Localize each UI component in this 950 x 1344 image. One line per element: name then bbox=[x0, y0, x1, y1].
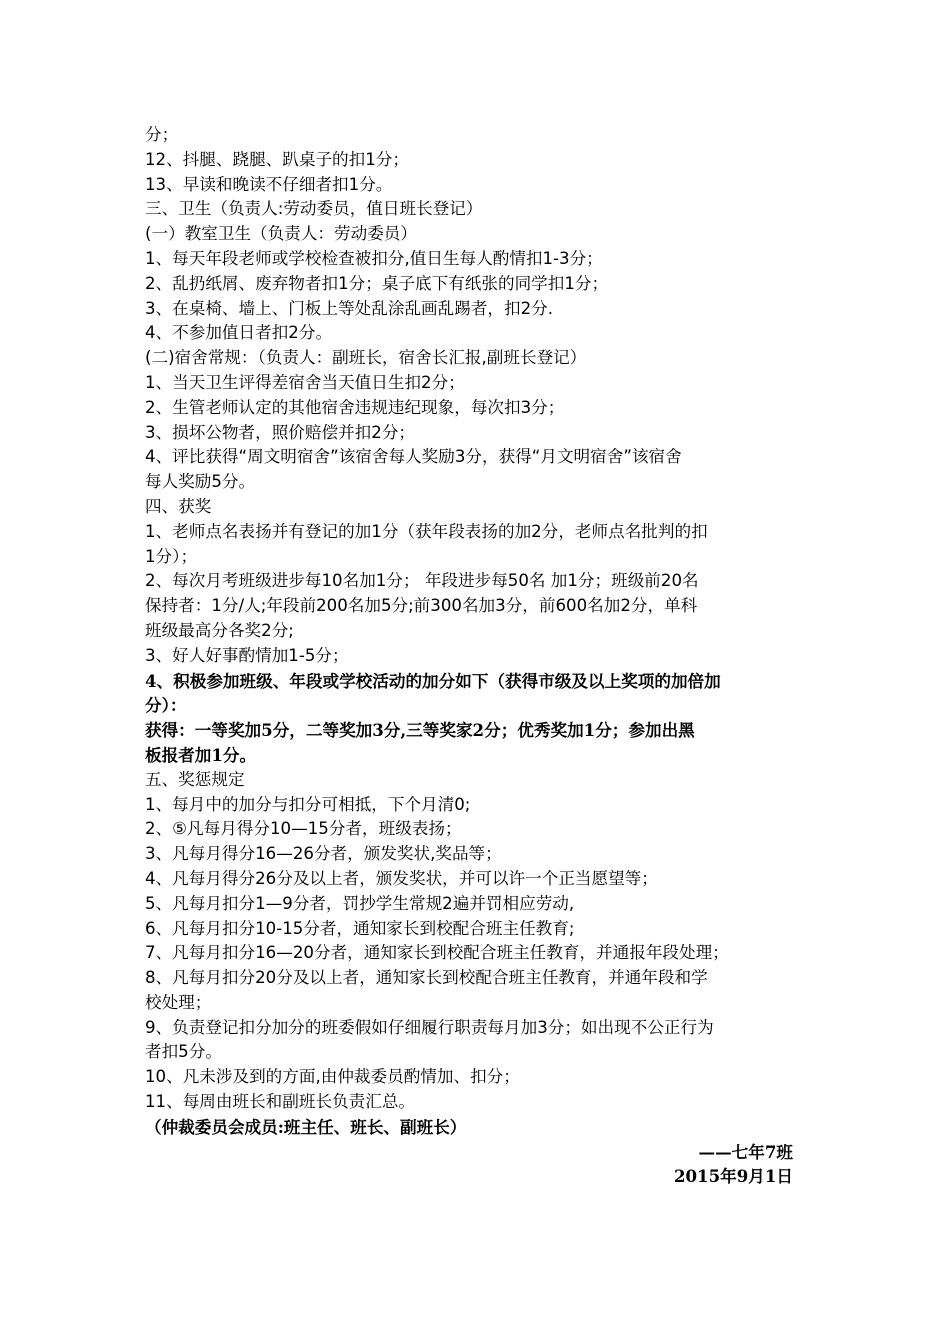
signature-date: 2015年9月1日 bbox=[673, 1166, 793, 1187]
text-line: 分； bbox=[145, 125, 179, 144]
text-line: 每人奖励5分。 bbox=[145, 472, 256, 492]
text-line: 12、抖腿、跷腿、趴桌子的扣1分； bbox=[145, 149, 409, 169]
text-line: 5、凡每月扣分1—9分者，罚抄学生常规2遍并罚相应劳动, bbox=[145, 893, 575, 913]
text-line: 1、当天卫生评得差宿舍当天值日生扣2分； bbox=[145, 372, 465, 392]
text-line: 五、奖惩规定 bbox=[145, 769, 245, 789]
text-line: 2、生管老师认定的其他宿舍违规违纪现象，每次扣3分； bbox=[145, 397, 565, 417]
text-line: (一）教室卫生（负责人：劳动委员） bbox=[145, 224, 417, 244]
text-line: 校处理； bbox=[145, 992, 212, 1012]
text-line: 班级最高分各奖2分; bbox=[145, 620, 294, 640]
signature-class: ——七年7班 bbox=[698, 1141, 793, 1162]
text-line: 保持者：1分/人;年段前200名加5分;前300名加3分，前600名加2分，单科 bbox=[145, 596, 698, 616]
text-line: (二)宿舍常规：（负责人：副班长，宿舍长汇报,副班长登记） bbox=[145, 348, 587, 368]
text-line: 四、获奖 bbox=[145, 496, 212, 516]
text-line: 三、卫生（负责人:劳动委员，值日班长登记） bbox=[145, 199, 483, 219]
committee-note: （仲裁委员会成员:班主任、班长、副班长） bbox=[145, 1116, 467, 1137]
text-line: 1、每天年段老师或学校检查被扣分,值日生每人酌情扣1-3分； bbox=[145, 248, 603, 268]
text-line: 3、损坏公物者，照价赔偿并扣2分； bbox=[145, 422, 416, 442]
text-line: 8、凡每月扣分20分及以上者，通知家长到校配合班主任教育，并通年段和学 bbox=[145, 968, 708, 988]
document-page bbox=[145, 123, 809, 1189]
bold-text-line: 板报者加1分。 bbox=[145, 744, 257, 765]
text-line: 2、每次月考班级进步每10名加1分； 年段进步每50名 加1分；班级前20名 bbox=[145, 571, 699, 591]
text-line: 11、每周由班长和副班长负责汇总。 bbox=[145, 1092, 416, 1112]
text-line: 6、凡每月扣分10-15分者，通知家长到校配合班主任教育; bbox=[145, 918, 575, 938]
bold-text-line: 分）： bbox=[145, 695, 187, 716]
text-line: 7、凡每月扣分16—20分者，通知家长到校配合班主任教育，并通报年段处理； bbox=[145, 943, 729, 963]
text-line: 3、凡每月得分16—26分者，颁发奖状,奖品等； bbox=[145, 844, 502, 864]
text-line: 13、早读和晚读不仔细者扣1分。 bbox=[145, 174, 393, 194]
text-line: 2、⑤凡每月得分10—15分者，班级表扬； bbox=[145, 819, 462, 839]
text-line: 2、乱扔纸屑、废弃物者扣1分；桌子底下有纸张的同学扣1分； bbox=[145, 273, 609, 293]
text-line: 9、负责登记扣分加分的班委假如仔细履行职责每月加3分；如出现不公正行为 bbox=[145, 1017, 714, 1037]
text-line: 4、不参加值日者扣2分。 bbox=[145, 323, 333, 343]
bold-text-line: 获得：一等奖加5分，二等奖加3分,三等奖家2分；优秀奖加1分；参加出黑 bbox=[145, 720, 695, 741]
text-line: 1、老师点名表扬并有登记的加1分（获年段表扬的加2分，老师点名批判的扣 bbox=[145, 521, 708, 541]
text-line: 10、凡未涉及到的方面,由仲裁委员酌情加、扣分； bbox=[145, 1067, 520, 1087]
text-line: 1、每月中的加分与扣分可相抵，下个月清0; bbox=[145, 794, 471, 814]
text-line: 3、在桌椅、墙上、门板上等处乱涂乱画乱踢者，扣2分. bbox=[145, 298, 554, 318]
text-line: 1分）； bbox=[145, 546, 198, 566]
text-line: 3、好人好事酌情加1-5分； bbox=[145, 645, 349, 665]
text-line: 者扣5分。 bbox=[145, 1042, 222, 1062]
text-line: 4、凡每月得分26分及以上者，颁发奖状，并可以许一个正当愿望等； bbox=[145, 868, 658, 888]
bold-text-line: 4、积极参加班级、年段或学校活动的加分如下（获得市级及以上奖项的加倍加 bbox=[145, 670, 721, 691]
text-line: 4、评比获得“周文明宿舍”该宿舍每人奖励3分，获得“月文明宿舍”该宿舍 bbox=[145, 447, 682, 467]
